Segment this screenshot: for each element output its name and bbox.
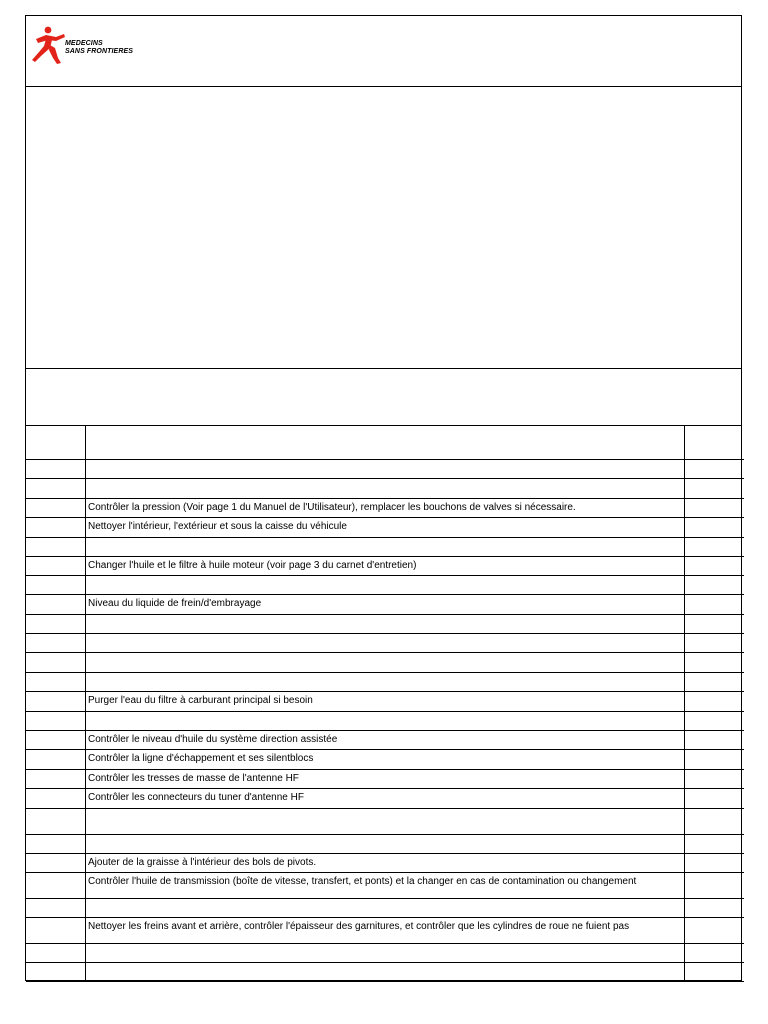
task-text — [88, 479, 684, 481]
row-check-cell[interactable] — [26, 498, 86, 517]
task-text: Ajouter de la graisse à l'intérieur des bols de pivots. — [88, 856, 317, 868]
row-check-cell[interactable] — [26, 749, 86, 769]
table-row — [26, 614, 744, 633]
task-text — [88, 899, 684, 901]
row-status-cell[interactable] — [685, 478, 745, 498]
row-status-cell[interactable] — [685, 898, 745, 917]
row-task-cell — [86, 537, 685, 556]
row-task-cell — [86, 872, 685, 898]
row-status-cell[interactable] — [685, 672, 745, 691]
row-status-cell[interactable] — [685, 459, 745, 478]
task-text — [88, 634, 684, 636]
task-text: Contrôler la ligne d'échappement et ses silentblocs — [88, 752, 314, 764]
table-row — [26, 426, 744, 459]
table-row — [26, 730, 744, 749]
task-text: Purger l'eau du filtre à carburant principal si besoin — [88, 694, 313, 706]
row-check-cell[interactable] — [26, 853, 86, 872]
table-row — [26, 594, 744, 614]
row-task-cell — [86, 575, 685, 594]
row-check-cell[interactable] — [26, 962, 86, 981]
table-row — [26, 872, 744, 898]
row-status-cell[interactable] — [685, 652, 745, 672]
row-check-cell[interactable] — [26, 834, 86, 853]
row-status-cell[interactable] — [685, 556, 745, 575]
table-row — [26, 556, 744, 575]
row-status-cell[interactable] — [685, 614, 745, 633]
task-text — [88, 576, 684, 578]
row-task-cell — [86, 517, 685, 537]
task-text: Nettoyer l'intérieur, l'extérieur et sous la caisse du véhicule — [88, 520, 347, 532]
row-task-cell — [86, 962, 685, 981]
row-task-cell — [86, 672, 685, 691]
row-check-cell[interactable] — [26, 898, 86, 917]
row-check-cell[interactable] — [26, 808, 86, 834]
task-text — [88, 712, 684, 714]
row-check-cell[interactable] — [26, 730, 86, 749]
row-task-cell — [86, 808, 685, 834]
task-text: Contrôler les tresses de masse de l'antenne HF — [88, 772, 299, 784]
row-task-cell — [86, 834, 685, 853]
table-row — [26, 917, 744, 943]
row-task-cell — [86, 749, 685, 769]
row-status-cell[interactable] — [685, 962, 745, 981]
row-status-cell[interactable] — [685, 711, 745, 730]
row-check-cell[interactable] — [26, 769, 86, 788]
row-status-cell[interactable] — [685, 769, 745, 788]
row-status-cell[interactable] — [685, 633, 745, 652]
row-task-cell — [86, 769, 685, 788]
table-row — [26, 808, 744, 834]
table-row — [26, 898, 744, 917]
row-status-cell[interactable] — [685, 730, 745, 749]
task-text: Contrôler l'huile de transmission (boîte de vitesse, transfert, et ponts) et la changer en cas de contamination ou changement — [88, 875, 637, 887]
row-status-cell[interactable] — [685, 594, 745, 614]
row-task-cell — [86, 898, 685, 917]
row-check-cell[interactable] — [26, 614, 86, 633]
task-text — [88, 615, 684, 617]
row-task-cell — [86, 788, 685, 808]
row-status-cell[interactable] — [685, 872, 745, 898]
task-text — [88, 673, 684, 675]
row-status-cell[interactable] — [685, 943, 745, 962]
table-row — [26, 537, 744, 556]
row-check-cell[interactable] — [26, 788, 86, 808]
row-check-cell[interactable] — [26, 594, 86, 614]
table-row — [26, 943, 744, 962]
row-task-cell — [86, 556, 685, 575]
row-task-cell — [86, 917, 685, 943]
msf-logo — [32, 25, 172, 73]
row-task-cell — [86, 691, 685, 711]
row-status-cell[interactable] — [685, 575, 745, 594]
row-status-cell[interactable] — [685, 853, 745, 872]
table-row — [26, 788, 744, 808]
table-row — [26, 498, 744, 517]
row-check-cell[interactable] — [26, 652, 86, 672]
table-row — [26, 691, 744, 711]
row-task-cell — [86, 943, 685, 962]
task-text: Contrôler la pression (Voir page 1 du Manuel de l'Utilisateur), remplacer les bouchons de valves si nécessaire. — [88, 501, 576, 513]
table-row — [26, 749, 744, 769]
row-task-cell — [86, 853, 685, 872]
logo-line-1: MEDECINS — [65, 40, 103, 47]
task-text: Contrôler les connecteurs du tuner d'antenne HF — [88, 791, 304, 803]
form-header — [26, 16, 741, 87]
row-check-cell[interactable] — [26, 426, 86, 459]
row-status-cell[interactable] — [685, 691, 745, 711]
row-check-cell[interactable] — [26, 517, 86, 537]
row-status-cell[interactable] — [685, 808, 745, 834]
row-status-cell[interactable] — [685, 834, 745, 853]
task-text — [88, 460, 684, 462]
row-check-cell[interactable] — [26, 537, 86, 556]
row-check-cell[interactable] — [26, 459, 86, 478]
row-task-cell — [86, 498, 685, 517]
task-text: Niveau du liquide de frein/d'embrayage — [88, 597, 262, 609]
table-row — [26, 459, 744, 478]
row-status-cell[interactable] — [685, 537, 745, 556]
task-text — [88, 944, 684, 946]
table-row — [26, 834, 744, 853]
task-table-body — [26, 426, 744, 981]
row-status-cell[interactable] — [685, 788, 745, 808]
row-check-cell[interactable] — [26, 943, 86, 962]
logo-line-2: SANS FRONTIERES — [65, 48, 134, 55]
row-task-cell — [86, 711, 685, 730]
table-row — [26, 962, 744, 981]
task-text — [88, 653, 684, 655]
maintenance-form — [25, 15, 742, 981]
table-row — [26, 672, 744, 691]
row-task-cell — [86, 594, 685, 614]
row-status-cell[interactable] — [685, 517, 745, 537]
table-row — [26, 575, 744, 594]
row-task-cell — [86, 614, 685, 633]
row-task-cell — [86, 478, 685, 498]
table-row — [26, 711, 744, 730]
row-task-cell — [86, 730, 685, 749]
row-check-cell[interactable] — [26, 575, 86, 594]
task-text: Changer l'huile et le filtre à huile moteur (voir page 3 du carnet d'entretien) — [88, 559, 417, 571]
task-text — [88, 963, 684, 965]
row-status-cell[interactable] — [685, 426, 745, 459]
row-check-cell[interactable] — [26, 917, 86, 943]
row-status-cell[interactable] — [685, 917, 745, 943]
row-check-cell[interactable] — [26, 556, 86, 575]
row-task-cell — [86, 426, 685, 459]
task-text — [88, 538, 684, 540]
row-task-cell — [86, 633, 685, 652]
task-text — [88, 426, 684, 428]
row-status-cell[interactable] — [685, 749, 745, 769]
row-check-cell[interactable] — [26, 478, 86, 498]
table-row — [26, 478, 744, 498]
maintenance-task-table — [26, 426, 744, 982]
row-check-cell[interactable] — [26, 711, 86, 730]
task-text: Nettoyer les freins avant et arrière, contrôler l'épaisseur des garnitures, et contrôler que les cylindres de roue ne fuient pas — [88, 920, 630, 932]
table-row — [26, 652, 744, 672]
row-task-cell — [86, 652, 685, 672]
row-check-cell[interactable] — [26, 633, 86, 652]
row-task-cell — [86, 459, 685, 478]
table-row — [26, 769, 744, 788]
form-blank-section-1 — [26, 87, 741, 369]
task-text — [88, 835, 684, 837]
msf-running-man-icon — [32, 25, 66, 65]
task-text — [88, 809, 684, 811]
table-row — [26, 633, 744, 652]
row-check-cell[interactable] — [26, 672, 86, 691]
form-blank-section-2 — [26, 369, 741, 426]
task-text: Contrôler le niveau d'huile du système direction assistée — [88, 733, 338, 745]
table-row — [26, 517, 744, 537]
row-check-cell[interactable] — [26, 872, 86, 898]
msf-logo-wordmark — [65, 40, 133, 56]
table-row — [26, 853, 744, 872]
row-check-cell[interactable] — [26, 691, 86, 711]
row-status-cell[interactable] — [685, 498, 745, 517]
